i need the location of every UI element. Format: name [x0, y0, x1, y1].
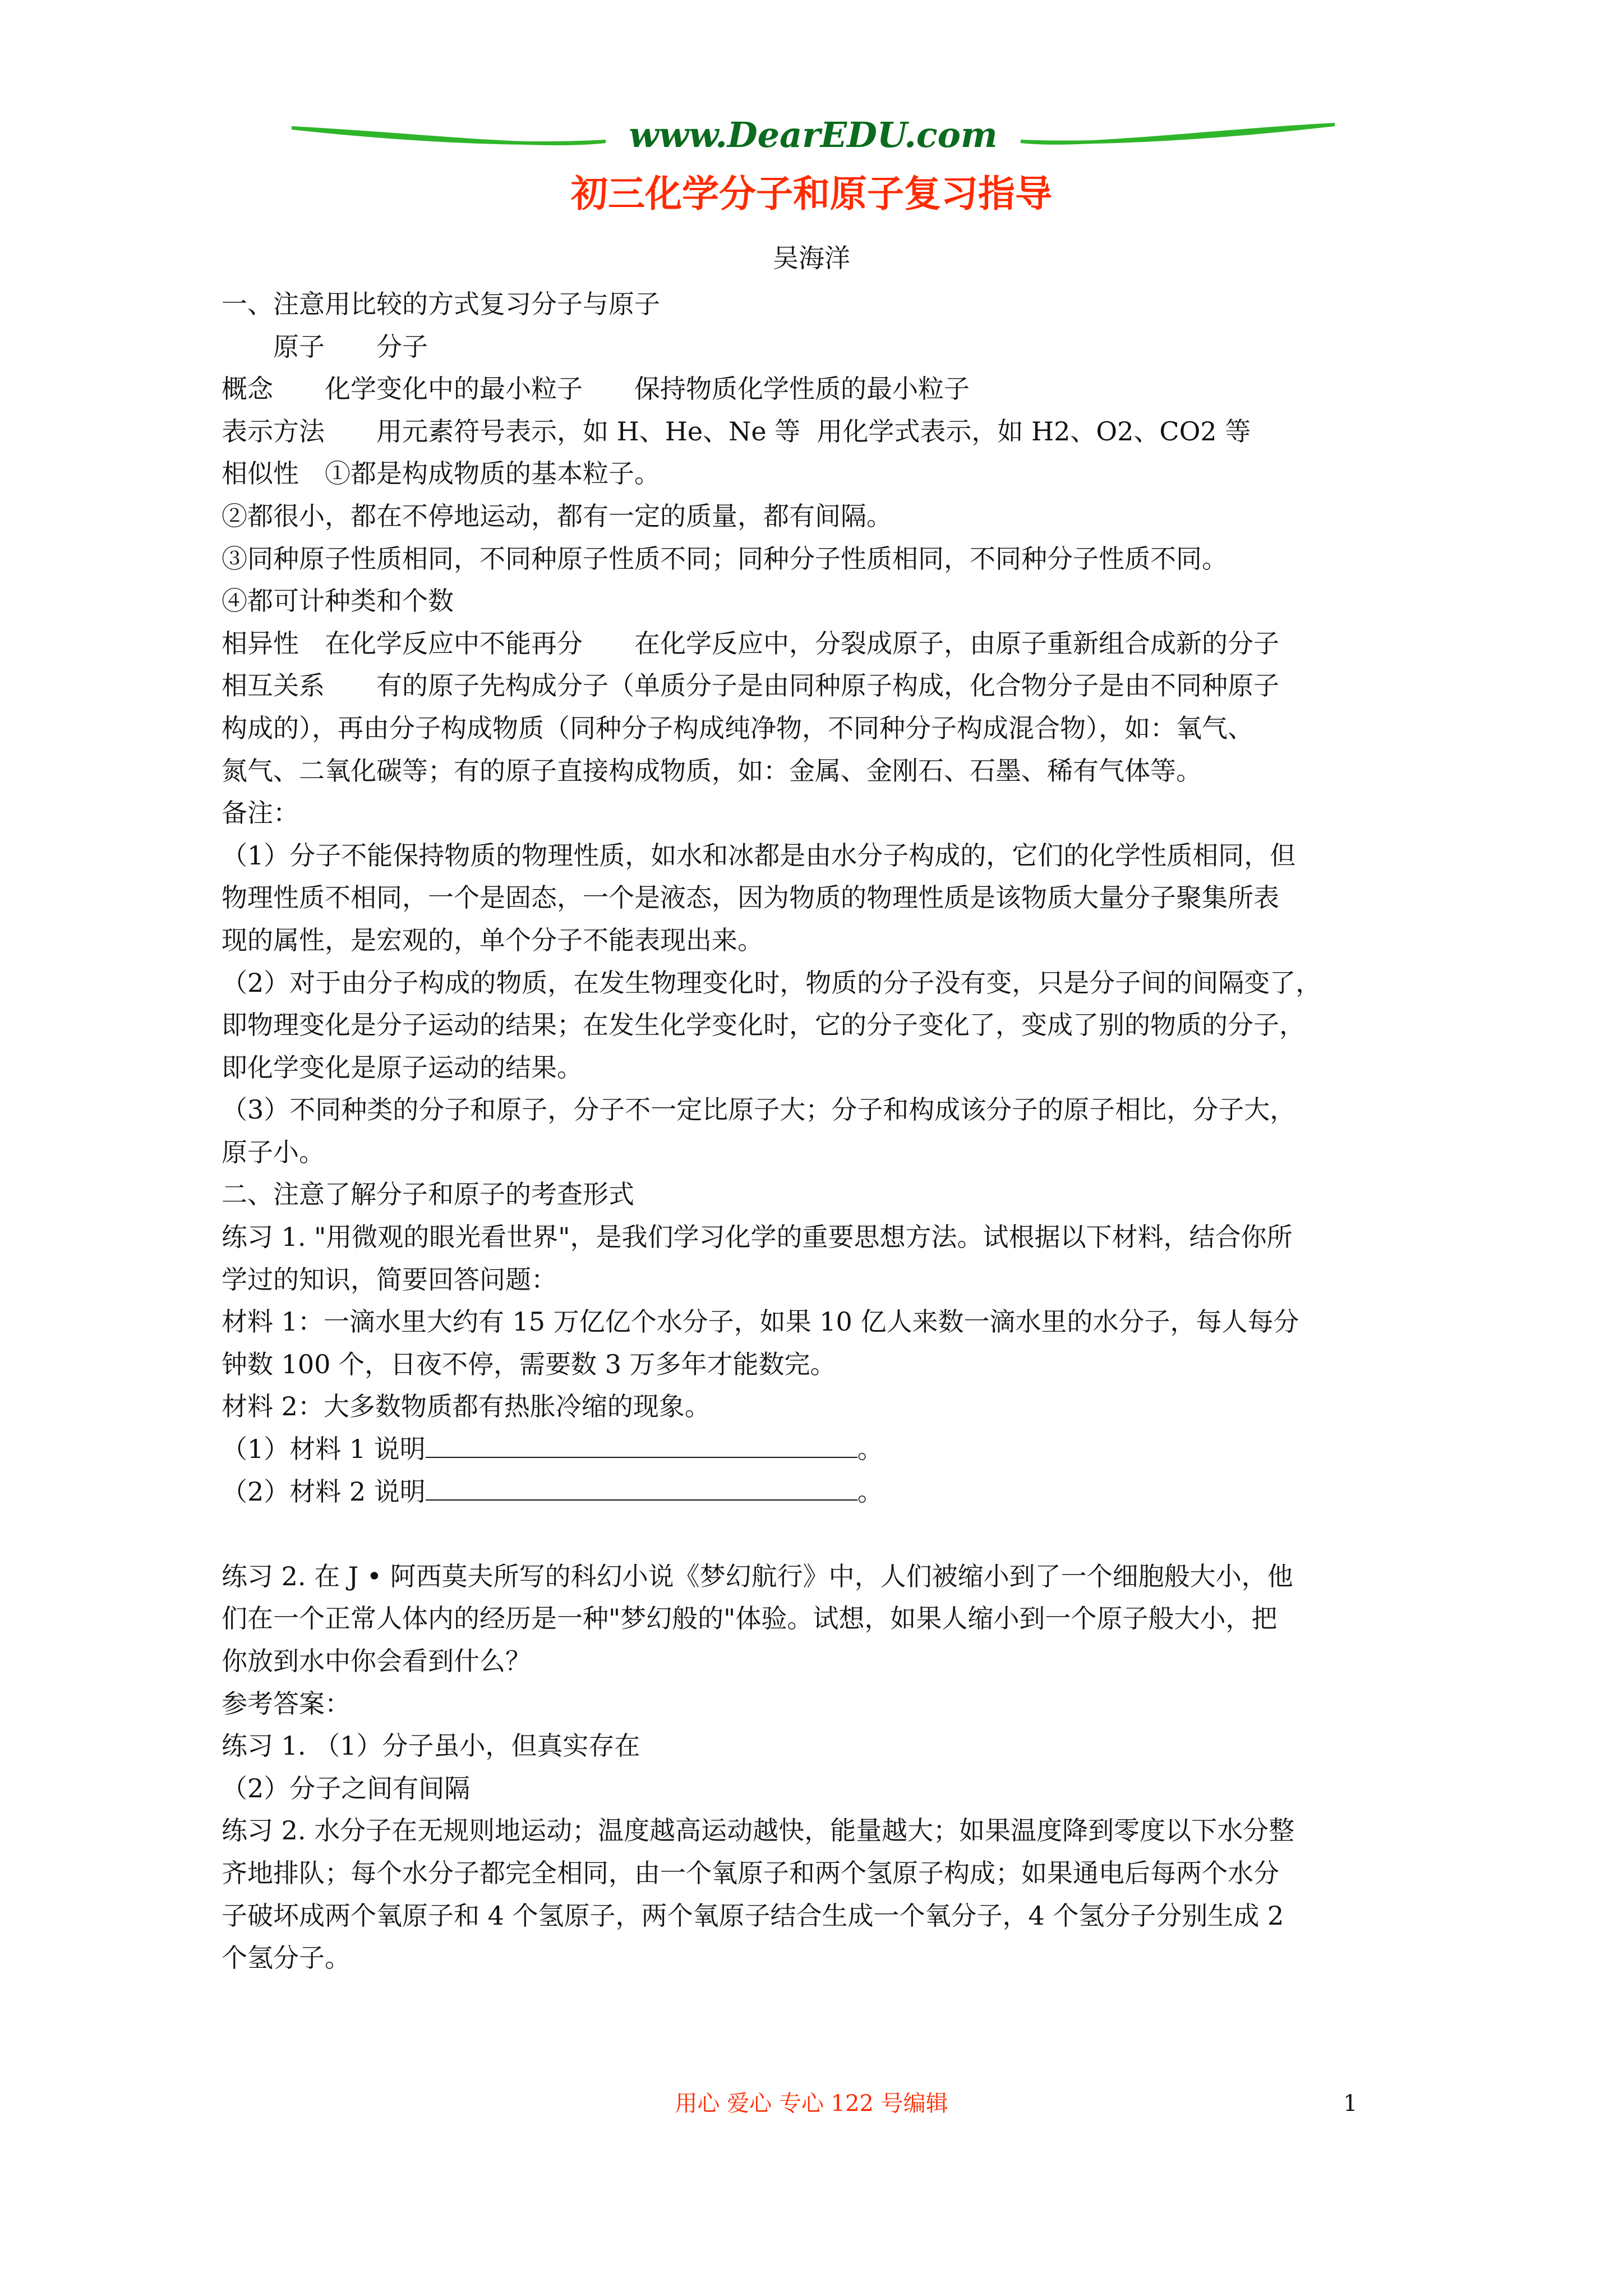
- left-swoosh-icon: [292, 128, 606, 144]
- site-banner-logo: [292, 112, 1335, 163]
- note-2-line-1: （2）对于由分子构成的物质，在发生物理变化时，物质的分子没有变，只是分子间的间隔变了，: [222, 967, 1322, 998]
- relation-line-3: 氮气、二氧化碳等；有的原子直接构成物质，如：金属、金刚石、石墨、稀有气体等。: [222, 755, 1202, 786]
- note-3-line-1: （3）不同种类的分子和原子，分子不一定比原子大；分子和构成该分子的原子相比，分子大，: [222, 1094, 1296, 1125]
- answer-2-line-2: 齐地排队；每个水分子都完全相同，由一个氧原子和两个氢原子构成；如果通电后每两个水分: [222, 1857, 1279, 1888]
- author-name: 吴海洋: [773, 243, 850, 273]
- right-swoosh-icon: [1021, 125, 1335, 143]
- note-1-line-1: （1）分子不能保持物质的物理性质，如水和冰都是由水分子构成的，它们的化学性质相同，但: [222, 840, 1296, 871]
- exercise-2-line-1: 练习 2. 在 J • 阿西莫夫所写的科幻小说《梦幻航行》中，人们被缩小到了一个细胞般大小，他: [222, 1561, 1293, 1591]
- note-1-line-2: 物理性质不相同，一个是固态，一个是液态，因为物质的物理性质是该物质大量分子聚集所表: [222, 882, 1279, 913]
- similarity-item-3: ③同种原子性质相同，不同种原子性质不同；同种分子性质相同，不同种分子性质不同。: [222, 543, 1228, 574]
- document-body: [222, 283, 1416, 1980]
- similarity-row: 相似性 ①都是构成物质的基本粒子。: [222, 458, 660, 489]
- note-1-line-3: 现的属性，是宏观的，单个分子不能表现出来。: [222, 924, 763, 955]
- document-title: 初三化学分子和原子复习指导: [571, 172, 1052, 215]
- question-1: [222, 1428, 1416, 1471]
- material-1-line-2: 钟数 100 个，日夜不停，需要数 3 万多年才能数完。: [222, 1349, 836, 1379]
- section-1-heading: 一、注意用比较的方式复习分子与原子: [222, 289, 660, 319]
- question-2-period: 。: [857, 1476, 883, 1507]
- similarity-item-4: ④都可计种类和个数: [222, 586, 454, 616]
- answer-2-line-1: 练习 2. 水分子在无规则地运动；温度越高运动越快，能量越大；如果温度降到零度以下水分整: [222, 1815, 1295, 1846]
- compare-header: 原子 分子: [222, 331, 428, 362]
- question-1-period: 。: [857, 1434, 883, 1465]
- relation-line-1: 相互关系 有的原子先构成分子（单质分子是由同种原子构成，化合物分子是由不同种原子: [222, 670, 1279, 701]
- exercise-2-line-3: 你放到水中你会看到什么？: [222, 1646, 531, 1676]
- notes-label: 备注：: [222, 798, 299, 829]
- question-2: [222, 1471, 1416, 1513]
- material-1-line-1: 材料 1：一滴水里大约有 15 万亿亿个水分子，如果 10 亿人来数一滴水里的水分子，每人每分: [222, 1306, 1299, 1337]
- answers-label: 参考答案：: [222, 1688, 351, 1719]
- answer-2-line-4: 个氢分子。: [222, 1943, 351, 1973]
- note-3-line-2: 原子小。: [222, 1137, 325, 1167]
- footer-text: 用心 爱心 专心 122 号编辑: [675, 2091, 948, 2116]
- site-name: www.DearEDU.com: [629, 114, 998, 155]
- exercise-1-line-2: 学过的知识，简要回答问题：: [222, 1264, 557, 1295]
- question-1-prefix: （1）材料 1 说明: [222, 1434, 426, 1465]
- page-number: 1: [1343, 2091, 1358, 2116]
- material-2-line: 材料 2：大多数物质都有热胀冷缩的现象。: [222, 1391, 711, 1422]
- answer-2-line-3: 子破坏成两个氧原子和 4 个氢原子，两个氧原子结合生成一个氧分子，4 个氢分子分别生成 2: [222, 1900, 1284, 1931]
- relation-line-2: 构成的），再由分子构成物质（同种分子构成纯净物，不同种分子构成混合物），如：氧气、: [222, 712, 1253, 743]
- notation-row: 表示方法 用元素符号表示，如 H、He、Ne 等 用化学式表示，如 H2、O2、CO2 等: [222, 416, 1251, 447]
- similarity-item-2: ②都很小，都在不停地运动，都有一定的质量，都有间隔。: [222, 500, 892, 531]
- answer-1-line-2: （2）分子之间有间隔: [222, 1773, 471, 1803]
- difference-row: 相异性 在化学反应中不能再分 在化学反应中，分裂成原子，由原子重新组合成新的分子: [222, 628, 1279, 659]
- exercise-2-line-2: 们在一个正常人体内的经历是一种"梦幻般的"体验。试想，如果人缩小到一个原子般大小，把: [222, 1603, 1278, 1634]
- concept-row: 概念 化学变化中的最小粒子 保持物质化学性质的最小粒子: [222, 374, 970, 404]
- answer-1-line-1: 练习 1. （1）分子虽小，但真实存在: [222, 1731, 640, 1761]
- answer-blank-2[interactable]: [426, 1474, 857, 1501]
- answer-blank-1[interactable]: [426, 1431, 857, 1458]
- note-2-line-2: 即物理变化是分子运动的结果；在发生化学变化时，它的分子变化了，变成了别的物质的分子，: [222, 1010, 1305, 1041]
- blank-line: [222, 1513, 1416, 1556]
- note-2-line-3: 即化学变化是原子运动的结果。: [222, 1052, 583, 1083]
- question-2-prefix: （2）材料 2 说明: [222, 1476, 426, 1507]
- exercise-1-line-1: 练习 1. "用微观的眼光看世界"，是我们学习化学的重要思想方法。试根据以下材料，结合你所: [222, 1222, 1293, 1253]
- section-2-heading: 二、注意了解分子和原子的考查形式: [222, 1179, 634, 1210]
